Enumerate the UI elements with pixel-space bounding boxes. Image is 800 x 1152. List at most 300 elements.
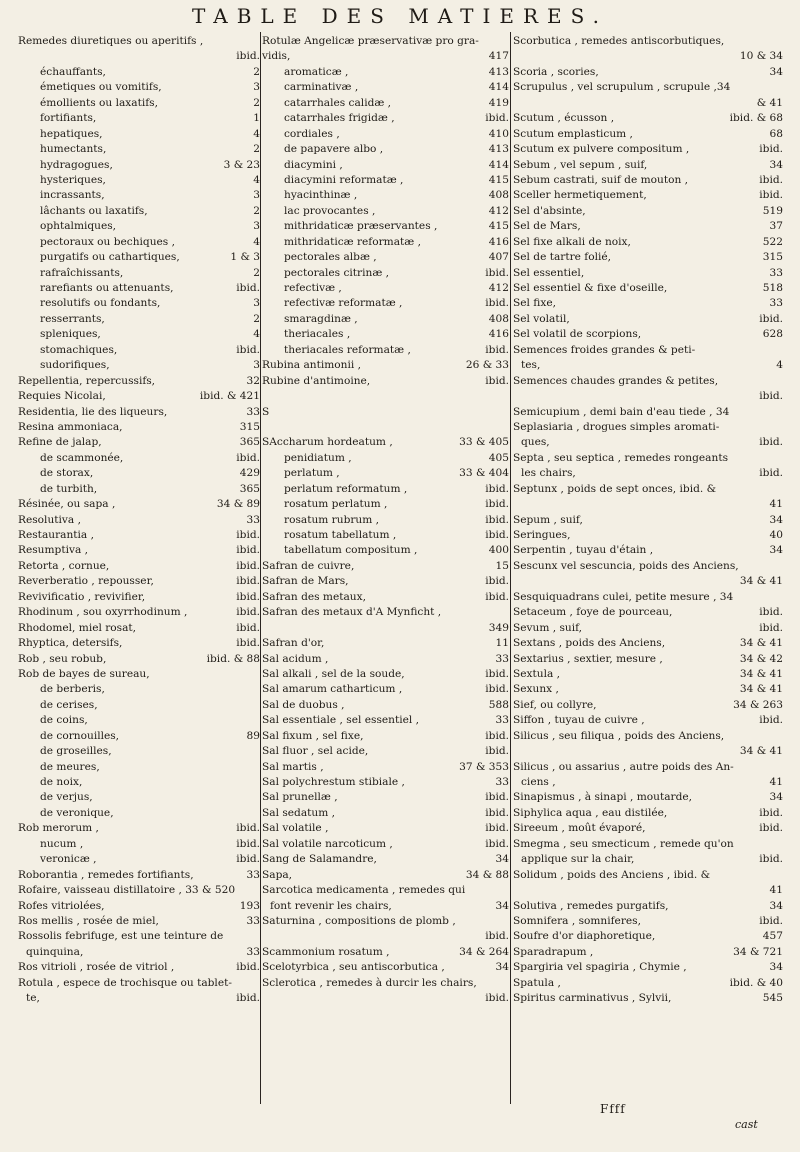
entry-term: font revenir les chairs, bbox=[270, 899, 392, 912]
entry-term: tabellatum compositum , bbox=[284, 544, 418, 557]
entry-page-ref: ibid. bbox=[485, 513, 509, 526]
entry-term: Sal alkali , sel de la soude, bbox=[262, 667, 405, 680]
index-entry bbox=[18, 528, 260, 543]
index-entry bbox=[18, 806, 260, 821]
index-entry bbox=[513, 806, 783, 821]
entry-term: mithridaticæ reformatæ , bbox=[284, 235, 421, 248]
entry-term: ques, bbox=[521, 436, 550, 449]
entry-page-ref: 11 bbox=[495, 637, 509, 650]
index-entry bbox=[262, 497, 509, 512]
index-entry bbox=[18, 65, 260, 80]
index-entry bbox=[262, 219, 509, 234]
entry-page-ref: 33 bbox=[769, 297, 783, 310]
entry-page-ref: 33 bbox=[495, 652, 509, 665]
entry-term: Ros mellis , rosée de miel, bbox=[18, 914, 159, 927]
index-entry bbox=[18, 667, 260, 682]
entry-term: pectorales albæ , bbox=[284, 251, 377, 264]
entry-term: Rubine d'antimoine, bbox=[262, 374, 371, 387]
entry-page-ref: ibid. bbox=[485, 529, 509, 541]
index-entry bbox=[18, 250, 260, 265]
entry-page-ref: 33 bbox=[495, 776, 509, 788]
index-entry bbox=[262, 682, 509, 697]
entry-term: de veronique, bbox=[40, 806, 114, 819]
entry-page-ref: 34 bbox=[769, 65, 783, 78]
entry-term: Rob , seu robub, bbox=[18, 652, 107, 665]
index-entry bbox=[18, 775, 260, 790]
index-entry bbox=[513, 837, 783, 852]
index-entry bbox=[18, 883, 260, 898]
entry-term: Rhodinum , sou oxyrrhodinum , bbox=[18, 606, 188, 619]
index-entry bbox=[262, 760, 509, 775]
index-entry bbox=[262, 976, 509, 991]
entry-term: lâchants ou laxatifs, bbox=[40, 204, 148, 217]
entry-page-ref: ibid. & 40 bbox=[729, 976, 783, 989]
entry-page-ref: 405 bbox=[488, 451, 509, 464]
index-entry bbox=[18, 343, 260, 358]
index-entry bbox=[18, 389, 260, 404]
entry-term: ciens , bbox=[521, 776, 556, 788]
entry-page-ref: 315 bbox=[239, 420, 260, 433]
index-entry bbox=[18, 543, 260, 558]
entry-term: Sceller hermetiquement, bbox=[513, 189, 647, 202]
index-entry bbox=[18, 235, 260, 250]
entry-page-ref: 41 bbox=[769, 498, 783, 511]
entry-term: les chairs, bbox=[521, 467, 576, 480]
entry-term: aromaticæ , bbox=[284, 65, 349, 78]
entry-term: perlatum , bbox=[284, 467, 340, 480]
index-entry bbox=[18, 420, 260, 435]
entry-page-ref: ibid. bbox=[485, 745, 509, 758]
entry-page-ref: ibid. bbox=[236, 50, 260, 63]
index-entry bbox=[513, 914, 783, 929]
entry-page-ref: ibid. bbox=[759, 822, 783, 835]
entry-term: échauffants, bbox=[40, 65, 106, 78]
entry-term: Rossolis febrifuge, est une teinture de bbox=[18, 930, 224, 943]
entry-page-ref: 41 bbox=[769, 776, 783, 788]
index-entry bbox=[18, 837, 260, 852]
entry-term: Remedes diuretiques ou aperitifs , bbox=[18, 35, 204, 47]
index-entry bbox=[262, 914, 509, 929]
entry-page-ref: ibid. bbox=[759, 390, 783, 403]
index-entry bbox=[262, 513, 509, 528]
index-entry bbox=[513, 96, 783, 111]
entry-term: nucum , bbox=[40, 837, 84, 850]
entry-page-ref: ibid. bbox=[485, 297, 509, 310]
index-entry bbox=[513, 991, 783, 1006]
entry-term: de berberis, bbox=[40, 683, 105, 696]
entry-page-ref: 3 bbox=[253, 220, 260, 233]
entry-term: fortifiants, bbox=[40, 112, 97, 125]
entry-term: de noix, bbox=[40, 776, 83, 788]
entry-page-ref: 2 bbox=[253, 204, 260, 217]
column-divider bbox=[510, 32, 511, 1104]
entry-term: Resumptiva , bbox=[18, 544, 89, 557]
index-entry bbox=[18, 127, 260, 142]
entry-page-ref: 4 bbox=[776, 359, 783, 372]
entry-term: Somnifera , somniferes, bbox=[513, 914, 641, 927]
index-entry bbox=[262, 574, 509, 589]
entry-term: Sel essentiel, bbox=[513, 266, 585, 279]
index-entry bbox=[262, 374, 509, 389]
index-entry bbox=[513, 590, 783, 605]
entry-term: Serpentin , tuyau d'étain , bbox=[513, 544, 654, 557]
entry-page-ref: 3 bbox=[253, 81, 260, 94]
index-entry bbox=[513, 976, 783, 991]
entry-term: Semences froides grandes & peti- bbox=[513, 343, 696, 356]
entry-page-ref: ibid. bbox=[485, 992, 509, 1005]
entry-term: de papavere albo , bbox=[284, 143, 384, 156]
entry-page-ref: ibid. bbox=[236, 606, 260, 619]
entry-page-ref: 34 bbox=[495, 899, 509, 912]
index-entry bbox=[262, 173, 509, 188]
entry-page-ref: ibid. bbox=[485, 729, 509, 742]
entry-page-ref: 34 bbox=[769, 961, 783, 974]
index-entry bbox=[262, 420, 509, 435]
entry-page-ref: 40 bbox=[769, 529, 783, 541]
index-entry bbox=[18, 821, 260, 836]
index-entry bbox=[262, 744, 509, 759]
entry-term: hydragogues, bbox=[40, 158, 113, 171]
entry-page-ref: ibid. bbox=[236, 992, 260, 1005]
index-entry bbox=[262, 466, 509, 481]
index-entry bbox=[18, 636, 260, 651]
entry-page-ref: ibid. bbox=[485, 590, 509, 603]
index-entry bbox=[513, 420, 783, 435]
entry-term: Sclerotica , remedes à durcir les chairs, bbox=[262, 976, 477, 989]
entry-page-ref: 34 & 41 bbox=[739, 745, 783, 758]
index-entry bbox=[262, 605, 509, 620]
entry-page-ref: 34 & 42 bbox=[739, 652, 783, 665]
entry-term: incrassants, bbox=[40, 189, 105, 202]
entry-term: cordiales , bbox=[284, 127, 340, 140]
index-entry bbox=[18, 266, 260, 281]
entry-page-ref: 628 bbox=[762, 328, 783, 341]
index-entry bbox=[513, 883, 783, 898]
entry-term: hepatiques, bbox=[40, 127, 103, 140]
entry-page-ref: 41 bbox=[769, 884, 783, 897]
entry-term: quinquina, bbox=[26, 945, 84, 958]
entry-term: rosatum rubrum , bbox=[284, 513, 380, 526]
entry-term: Sexunx , bbox=[513, 683, 559, 696]
entry-page-ref: ibid. bbox=[236, 282, 260, 294]
index-entry bbox=[18, 49, 260, 64]
entry-page-ref: ibid. bbox=[759, 621, 783, 634]
index-entry bbox=[18, 173, 260, 188]
entry-page-ref: 415 bbox=[488, 220, 509, 233]
entry-page-ref: ibid. bbox=[485, 930, 509, 943]
index-entry bbox=[18, 96, 260, 111]
entry-page-ref: ibid. bbox=[759, 467, 783, 480]
index-entry bbox=[18, 852, 260, 867]
entry-page-ref: 365 bbox=[239, 436, 260, 449]
entry-term: Requies Nicolai, bbox=[18, 390, 106, 403]
index-entry bbox=[513, 775, 783, 790]
entry-term: Semences chaudes grandes & petites, bbox=[513, 374, 719, 387]
entry-page-ref: 1 bbox=[253, 112, 260, 125]
entry-term: Sescunx vel sescuncia, poids des Anciens, bbox=[513, 559, 739, 572]
index-entry bbox=[262, 636, 509, 651]
index-entry bbox=[513, 682, 783, 697]
entry-term: rosatum perlatum , bbox=[284, 498, 388, 511]
index-entry bbox=[513, 219, 783, 234]
entry-page-ref: 519 bbox=[762, 204, 783, 217]
entry-page-ref: 413 bbox=[488, 143, 509, 156]
entry-term: Safran de Mars, bbox=[262, 575, 349, 588]
entry-page-ref: 408 bbox=[488, 189, 509, 202]
entry-term: penidiatum , bbox=[284, 451, 352, 464]
index-entry bbox=[262, 543, 509, 558]
entry-term: rarefiants ou attenuants, bbox=[40, 282, 174, 294]
entry-term: Saturnina , compositions de plomb , bbox=[262, 914, 456, 927]
entry-page-ref: 32 bbox=[246, 374, 260, 387]
entry-term: Safran d'or, bbox=[262, 637, 325, 650]
entry-term: Sal fixum , sel fixe, bbox=[262, 729, 364, 742]
entry-page-ref: ibid. bbox=[236, 559, 260, 572]
entry-page-ref: 410 bbox=[488, 127, 509, 140]
entry-page-ref: 4 bbox=[253, 127, 260, 140]
entry-term: de groseilles, bbox=[40, 745, 112, 758]
entry-term: mithridaticæ præservantes , bbox=[284, 220, 438, 233]
index-entry bbox=[18, 559, 260, 574]
index-entry bbox=[262, 559, 509, 574]
index-entry bbox=[513, 868, 783, 883]
entry-page-ref: 400 bbox=[488, 544, 509, 557]
entry-term: S bbox=[262, 405, 270, 418]
index-entry bbox=[513, 899, 783, 914]
entry-page-ref: 10 & 34 bbox=[739, 50, 783, 63]
entry-page-ref: ibid. bbox=[485, 575, 509, 588]
index-entry bbox=[513, 49, 783, 64]
entry-page-ref: ibid. bbox=[236, 590, 260, 603]
index-entry bbox=[18, 652, 260, 667]
entry-term: Residentia, lie des liqueurs, bbox=[18, 405, 168, 418]
entry-term: Resina ammoniaca, bbox=[18, 420, 123, 433]
entry-page-ref: 33 & 404 bbox=[459, 467, 509, 480]
entry-page-ref: 408 bbox=[488, 312, 509, 325]
entry-term: resserrants, bbox=[40, 312, 105, 325]
index-entry bbox=[513, 389, 783, 404]
index-entry bbox=[513, 405, 783, 420]
entry-term: Sal amarum catharticum , bbox=[262, 683, 403, 696]
entry-page-ref: ibid. bbox=[236, 529, 260, 541]
entry-term: Sal essentiale , sel essentiel , bbox=[262, 714, 420, 727]
entry-term: Sel volatil, bbox=[513, 312, 570, 325]
index-entry bbox=[513, 250, 783, 265]
index-entry bbox=[262, 296, 509, 311]
entry-page-ref: 68 bbox=[769, 127, 783, 140]
index-entry bbox=[513, 158, 783, 173]
index-entry bbox=[513, 127, 783, 142]
entry-page-ref: ibid. bbox=[485, 683, 509, 696]
entry-term: purgatifs ou cathartiques, bbox=[40, 251, 180, 264]
entry-term: Sebum , vel sepum , suif, bbox=[513, 158, 648, 171]
entry-term: Seringues, bbox=[513, 529, 571, 541]
entry-term: veronicæ , bbox=[40, 853, 97, 866]
entry-term: Rhyptica, detersifs, bbox=[18, 637, 123, 650]
entry-term: Seplasiaria , drogues simples aromati- bbox=[513, 420, 720, 433]
index-entry bbox=[262, 65, 509, 80]
index-entry bbox=[18, 34, 260, 49]
index-entry bbox=[513, 574, 783, 589]
entry-page-ref: 315 bbox=[762, 251, 783, 264]
entry-term: lac provocantes , bbox=[284, 204, 376, 217]
index-entry bbox=[262, 250, 509, 265]
entry-page-ref: 365 bbox=[239, 482, 260, 495]
entry-term: Scelotyrbica , seu antiscorbutica , bbox=[262, 961, 445, 974]
entry-term: humectants, bbox=[40, 143, 107, 156]
entry-page-ref: 33 bbox=[246, 914, 260, 927]
entry-page-ref: ibid. bbox=[236, 343, 260, 356]
index-entry bbox=[18, 960, 260, 975]
entry-page-ref: ibid. bbox=[759, 806, 783, 819]
entry-page-ref: ibid. bbox=[236, 961, 260, 974]
index-entry bbox=[262, 852, 509, 867]
index-entry bbox=[262, 96, 509, 111]
index-entry bbox=[18, 80, 260, 95]
index-entry bbox=[18, 682, 260, 697]
entry-page-ref: ibid. bbox=[759, 853, 783, 866]
index-entry bbox=[513, 652, 783, 667]
entry-term: SAccharum hordeatum , bbox=[262, 436, 393, 449]
index-entry bbox=[513, 945, 783, 960]
entry-page-ref: 37 & 353 bbox=[459, 760, 509, 773]
index-entry bbox=[513, 929, 783, 944]
entry-page-ref: 588 bbox=[488, 698, 509, 711]
index-entry bbox=[513, 235, 783, 250]
index-entry bbox=[513, 667, 783, 682]
entry-term: Spiritus carminativus , Sylvii, bbox=[513, 992, 672, 1005]
entry-term: hyacinthinæ , bbox=[284, 189, 358, 202]
index-entry bbox=[18, 945, 260, 960]
entry-term: Silicus , ou assarius , autre poids des An- bbox=[513, 760, 734, 773]
index-entry bbox=[262, 929, 509, 944]
index-entry bbox=[513, 852, 783, 867]
entry-term: Roborantia , remedes fortifiants, bbox=[18, 868, 194, 881]
entry-term: Sal volatile narcoticum , bbox=[262, 837, 393, 850]
index-entry bbox=[18, 497, 260, 512]
entry-term: Sarcotica medicamenta , remedes qui bbox=[262, 884, 466, 897]
entry-term: Résinée, ou sapa , bbox=[18, 498, 116, 511]
index-entry bbox=[18, 621, 260, 636]
entry-page-ref: 33 bbox=[769, 266, 783, 279]
index-entry bbox=[513, 605, 783, 620]
entry-term: catarrhales calidæ , bbox=[284, 96, 392, 109]
entry-term: Sel de tartre folié, bbox=[513, 251, 612, 264]
index-entry bbox=[513, 528, 783, 543]
entry-term: Sextans , poids des Anciens, bbox=[513, 637, 666, 650]
entry-page-ref: 33 & 405 bbox=[459, 436, 509, 449]
index-entry bbox=[262, 667, 509, 682]
entry-page-ref: ibid. bbox=[236, 451, 260, 464]
entry-term: pectoraux ou bechiques , bbox=[40, 235, 175, 248]
index-entry bbox=[18, 219, 260, 234]
index-entry bbox=[513, 482, 783, 497]
index-entry bbox=[262, 960, 509, 975]
index-entry bbox=[262, 188, 509, 203]
index-entry bbox=[513, 543, 783, 558]
index-entry bbox=[513, 821, 783, 836]
index-entry bbox=[18, 111, 260, 126]
index-entry bbox=[513, 327, 783, 342]
entry-page-ref: ibid. bbox=[759, 606, 783, 619]
entry-term: diacymini reformatæ , bbox=[284, 173, 404, 186]
entry-page-ref: 34 & 263 bbox=[733, 698, 783, 711]
entry-page-ref: ibid. & 421 bbox=[199, 390, 260, 403]
entry-page-ref: 3 bbox=[253, 189, 260, 202]
entry-page-ref: 3 bbox=[253, 297, 260, 310]
index-entry bbox=[18, 574, 260, 589]
index-entry bbox=[18, 405, 260, 420]
entry-term: Sextula , bbox=[513, 667, 561, 680]
entry-term: Sevum , suif, bbox=[513, 621, 583, 634]
index-entry bbox=[262, 790, 509, 805]
index-entry bbox=[18, 868, 260, 883]
index-entry bbox=[18, 466, 260, 481]
index-entry bbox=[262, 435, 509, 450]
entry-page-ref: ibid. & 68 bbox=[729, 112, 783, 125]
index-entry bbox=[262, 312, 509, 327]
entry-page-ref: ibid. bbox=[485, 343, 509, 356]
entry-page-ref: 3 bbox=[253, 359, 260, 372]
entry-page-ref: ibid. bbox=[759, 189, 783, 202]
entry-term: catarrhales frigidæ , bbox=[284, 112, 395, 125]
index-entry bbox=[18, 358, 260, 373]
entry-term: de meures, bbox=[40, 760, 100, 773]
index-entry bbox=[262, 868, 509, 883]
entry-term: Rhodomel, miel rosat, bbox=[18, 621, 137, 634]
index-entry bbox=[18, 698, 260, 713]
index-entry bbox=[513, 142, 783, 157]
entry-term: Sal acidum , bbox=[262, 652, 329, 665]
entry-term: Setaceum , foye de pourceau, bbox=[513, 606, 673, 619]
index-entry bbox=[262, 652, 509, 667]
entry-term: vidis, bbox=[262, 50, 291, 63]
entry-term: Scutum ex pulvere compositum , bbox=[513, 143, 690, 156]
entry-term: hysteriques, bbox=[40, 173, 106, 186]
index-entry bbox=[513, 729, 783, 744]
index-entry bbox=[262, 111, 509, 126]
entry-page-ref: & 41 bbox=[756, 96, 783, 109]
entry-page-ref: 429 bbox=[239, 467, 260, 480]
entry-page-ref: 34 & 264 bbox=[459, 945, 509, 958]
index-entry bbox=[18, 976, 260, 991]
entry-page-ref: ibid. bbox=[485, 374, 509, 387]
index-entry bbox=[262, 621, 509, 636]
entry-term: émollients ou laxatifs, bbox=[40, 96, 158, 109]
entry-term: Rofes vitriolées, bbox=[18, 899, 105, 912]
entry-page-ref: ibid. & 88 bbox=[206, 652, 260, 665]
index-entry bbox=[513, 34, 783, 49]
entry-page-ref: 34 bbox=[495, 961, 509, 974]
entry-page-ref: 34 & 41 bbox=[739, 575, 783, 588]
index-entry bbox=[18, 296, 260, 311]
entry-page-ref: 2 bbox=[253, 312, 260, 325]
index-entry bbox=[18, 281, 260, 296]
entry-term: Smegma , seu smecticum , remede qu'on bbox=[513, 837, 734, 850]
page-title: TABLE DES MATIERES. bbox=[192, 4, 608, 28]
index-entry bbox=[513, 435, 783, 450]
entry-term: ophtalmiques, bbox=[40, 220, 117, 233]
entry-page-ref: ibid. bbox=[236, 822, 260, 835]
entry-page-ref: 414 bbox=[488, 81, 509, 94]
entry-term: de turbith, bbox=[40, 482, 98, 495]
entry-term: de cornouilles, bbox=[40, 729, 120, 742]
entry-term: Sel essentiel & fixe d'oseille, bbox=[513, 282, 668, 294]
entry-page-ref: 4 bbox=[253, 173, 260, 186]
index-column-3 bbox=[513, 34, 783, 1007]
entry-term: stomachiques, bbox=[40, 343, 118, 356]
entry-term: Septa , seu septica , remedes rongeants bbox=[513, 451, 729, 464]
